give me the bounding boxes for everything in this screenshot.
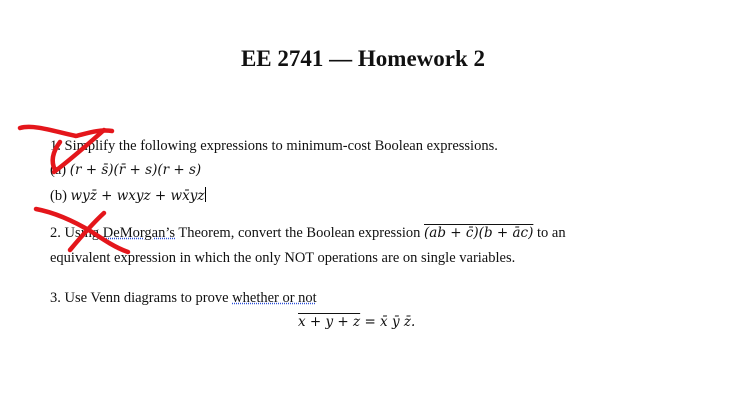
question-2-text-after: Theorem, convert the Boolean expression bbox=[175, 225, 424, 241]
question-3-expression-lhs: x + y + z bbox=[298, 314, 361, 330]
question-3-squiggle-text: whether or not bbox=[232, 290, 317, 306]
question-1b-label: (b) bbox=[50, 188, 67, 204]
text-cursor bbox=[205, 187, 206, 202]
question-1a-label: (a) bbox=[50, 162, 67, 178]
question-1-number: 1. bbox=[50, 138, 61, 154]
question-2-demorgan: DeMorgan’s bbox=[102, 225, 176, 241]
question-2 bbox=[50, 225, 566, 242]
question-3 bbox=[50, 290, 317, 307]
question-1 bbox=[50, 138, 498, 155]
question-1b-expression: wyz̄ + wxyz + wx̄yz bbox=[70, 188, 205, 204]
question-3-text-before: Use Venn diagrams to prove bbox=[64, 290, 233, 306]
question-1a bbox=[50, 162, 201, 179]
question-2-number: 2. bbox=[50, 225, 61, 241]
question-1-text: Simplify the following expressions to minimum-cost Boolean expressions. bbox=[64, 138, 498, 154]
question-2-text-before: Using bbox=[64, 225, 103, 241]
page-title: EE 2741 — Homework 2 bbox=[240, 46, 486, 71]
question-3-expression bbox=[298, 314, 415, 331]
question-1a-expression: (r + s̄)(r̄ + s)(r + s) bbox=[69, 162, 202, 178]
question-3-number: 3. bbox=[50, 290, 61, 306]
ink-stroke-q1-top bbox=[20, 127, 112, 136]
question-2-expression: (ab + c̄)(b + āc) bbox=[424, 225, 534, 241]
question-2-text-end: to an bbox=[533, 225, 566, 241]
question-2-line-2: equivalent expression in which the only NOT operations are on single variables. bbox=[50, 250, 516, 266]
question-1b bbox=[50, 187, 206, 205]
question-3-expression-rhs: = x̄ ȳ z̄. bbox=[360, 314, 416, 330]
